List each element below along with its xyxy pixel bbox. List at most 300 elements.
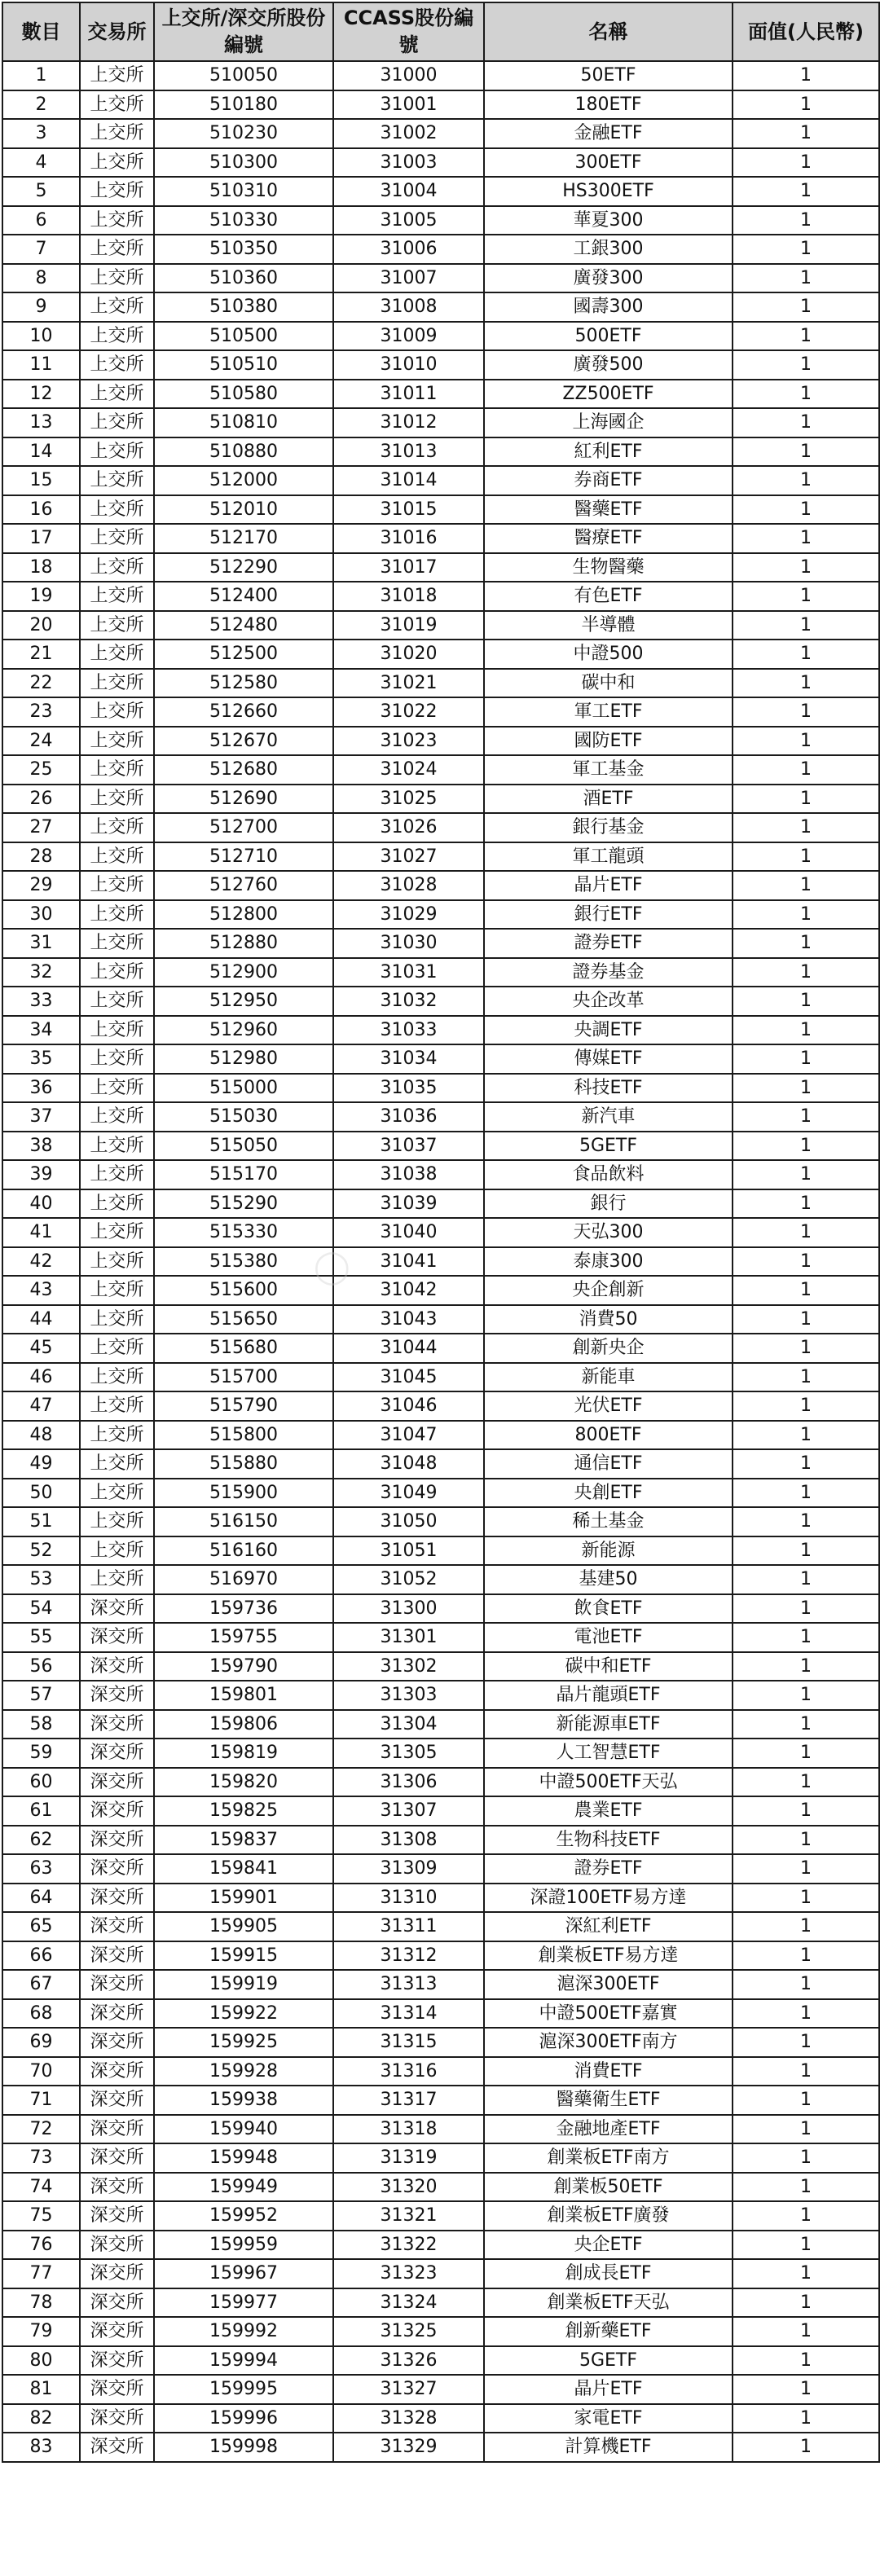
cell-par-value: 1 [733, 1970, 879, 1999]
cell-name: 國壽300 [484, 292, 733, 322]
table-row [2, 1102, 879, 1132]
cell-exchange: 上交所 [80, 1160, 154, 1189]
cell-count: 32 [2, 958, 80, 987]
table-row [2, 2404, 879, 2433]
cell-par-value: 1 [733, 611, 879, 640]
cell-exchange-code: 515880 [154, 1449, 333, 1479]
cell-count: 80 [2, 2346, 80, 2376]
cell-count: 49 [2, 1449, 80, 1479]
cell-ccass-code: 31325 [333, 2317, 484, 2346]
table-row [2, 2028, 879, 2057]
cell-ccass-code: 31328 [333, 2404, 484, 2433]
cell-name: 央企ETF [484, 2231, 733, 2260]
cell-exchange-code: 515050 [154, 1132, 333, 1161]
cell-name: 深證100ETF易方達 [484, 1884, 733, 1913]
cell-name: 人工智慧ETF [484, 1739, 733, 1768]
table-row [2, 1247, 879, 1277]
cell-name: 央調ETF [484, 1016, 733, 1045]
cell-exchange-code: 512960 [154, 1016, 333, 1045]
cell-par-value: 1 [733, 1884, 879, 1913]
cell-ccass-code: 31022 [333, 697, 484, 727]
cell-exchange: 深交所 [80, 2346, 154, 2376]
table-row [2, 2346, 879, 2376]
cell-ccass-code: 31007 [333, 264, 484, 293]
cell-par-value: 1 [733, 1276, 879, 1305]
cell-name: 生物醫藥 [484, 553, 733, 582]
cell-name: 創業板ETF天弘 [484, 2288, 733, 2318]
cell-exchange-code: 512480 [154, 611, 333, 640]
cell-ccass-code: 31300 [333, 1594, 484, 1624]
cell-name: 創業板ETF南方 [484, 2143, 733, 2173]
cell-ccass-code: 31039 [333, 1189, 484, 1219]
cell-count: 31 [2, 929, 80, 958]
cell-exchange: 上交所 [80, 264, 154, 293]
cell-exchange-code: 510510 [154, 350, 333, 380]
cell-exchange-code: 515290 [154, 1189, 333, 1219]
cell-ccass-code: 31021 [333, 669, 484, 698]
cell-exchange: 上交所 [80, 1449, 154, 1479]
cell-ccass-code: 31047 [333, 1421, 484, 1450]
cell-name: 國防ETF [484, 727, 733, 756]
cell-ccass-code: 31001 [333, 90, 484, 120]
table-row [2, 785, 879, 814]
cell-exchange-code: 512170 [154, 524, 333, 553]
cell-ccass-code: 31310 [333, 1884, 484, 1913]
cell-par-value: 1 [733, 582, 879, 611]
cell-par-value: 1 [733, 1363, 879, 1392]
cell-count: 7 [2, 235, 80, 264]
cell-ccass-code: 31317 [333, 2086, 484, 2115]
cell-count: 83 [2, 2433, 80, 2462]
table-row [2, 408, 879, 437]
cell-count: 62 [2, 1826, 80, 1855]
cell-count: 58 [2, 1710, 80, 1739]
table-body [2, 61, 879, 2462]
cell-name: 創業板ETF易方達 [484, 1941, 733, 1971]
cell-count: 16 [2, 495, 80, 525]
cell-name: 軍工基金 [484, 755, 733, 785]
cell-exchange: 上交所 [80, 582, 154, 611]
cell-par-value: 1 [733, 1334, 879, 1363]
cell-name: 生物科技ETF [484, 1826, 733, 1855]
cell-exchange-code: 515900 [154, 1479, 333, 1508]
header-count: 數目 [2, 2, 80, 61]
cell-exchange: 深交所 [80, 2231, 154, 2260]
cell-exchange: 上交所 [80, 148, 154, 178]
cell-ccass-code: 31030 [333, 929, 484, 958]
cell-par-value: 1 [733, 380, 879, 409]
cell-name: 創新央企 [484, 1334, 733, 1363]
cell-par-value: 1 [733, 1074, 879, 1103]
table-row [2, 322, 879, 351]
cell-ccass-code: 31316 [333, 2057, 484, 2086]
cell-exchange: 深交所 [80, 2115, 154, 2144]
table-row [2, 1507, 879, 1536]
cell-exchange: 上交所 [80, 813, 154, 842]
cell-exchange-code: 159977 [154, 2288, 333, 2318]
cell-name: 證券ETF [484, 1854, 733, 1884]
cell-ccass-code: 31043 [333, 1305, 484, 1334]
cell-count: 30 [2, 900, 80, 930]
cell-exchange-code: 515030 [154, 1102, 333, 1132]
cell-exchange-code: 159922 [154, 1999, 333, 2029]
cell-par-value: 1 [733, 119, 879, 148]
cell-ccass-code: 31012 [333, 408, 484, 437]
cell-exchange: 上交所 [80, 177, 154, 206]
table-row [2, 1479, 879, 1508]
cell-par-value: 1 [733, 1189, 879, 1219]
cell-count: 57 [2, 1681, 80, 1710]
cell-exchange-code: 512290 [154, 553, 333, 582]
cell-par-value: 1 [733, 1044, 879, 1074]
cell-ccass-code: 31313 [333, 1970, 484, 1999]
cell-exchange-code: 515000 [154, 1074, 333, 1103]
header-exchange: 交易所 [80, 2, 154, 61]
cell-ccass-code: 31320 [333, 2173, 484, 2202]
cell-count: 21 [2, 640, 80, 669]
table-row [2, 2288, 879, 2318]
cell-name: 農業ETF [484, 1796, 733, 1826]
cell-count: 68 [2, 1999, 80, 2029]
cell-name: 銀行基金 [484, 813, 733, 842]
table-row [2, 1016, 879, 1045]
cell-count: 2 [2, 90, 80, 120]
cell-exchange: 上交所 [80, 871, 154, 900]
cell-par-value: 1 [733, 2086, 879, 2115]
cell-count: 23 [2, 697, 80, 727]
table-row [2, 1218, 879, 1247]
cell-name: 晶片龍頭ETF [484, 1681, 733, 1710]
cell-par-value: 1 [733, 206, 879, 235]
cell-exchange: 上交所 [80, 669, 154, 698]
cell-name: 5GETF [484, 1132, 733, 1161]
cell-exchange: 上交所 [80, 697, 154, 727]
table-row [2, 1970, 879, 1999]
cell-exchange: 上交所 [80, 1421, 154, 1450]
table-row [2, 1132, 879, 1161]
cell-exchange: 上交所 [80, 611, 154, 640]
table-row [2, 264, 879, 293]
cell-count: 28 [2, 842, 80, 872]
cell-ccass-code: 31032 [333, 987, 484, 1016]
cell-count: 24 [2, 727, 80, 756]
cell-name: 上海國企 [484, 408, 733, 437]
cell-exchange-code: 512800 [154, 900, 333, 930]
header-ccass-code: CCASS股份編號 [333, 2, 484, 61]
cell-ccass-code: 31010 [333, 350, 484, 380]
cell-count: 50 [2, 1479, 80, 1508]
cell-ccass-code: 31004 [333, 177, 484, 206]
table-row [2, 755, 879, 785]
cell-exchange-code: 159820 [154, 1768, 333, 1797]
cell-ccass-code: 31327 [333, 2375, 484, 2404]
cell-ccass-code: 31018 [333, 582, 484, 611]
cell-exchange: 深交所 [80, 1623, 154, 1652]
cell-exchange: 深交所 [80, 2143, 154, 2173]
cell-exchange-code: 510880 [154, 437, 333, 467]
cell-count: 34 [2, 1016, 80, 1045]
cell-count: 44 [2, 1305, 80, 1334]
cell-exchange: 上交所 [80, 1391, 154, 1421]
cell-par-value: 1 [733, 235, 879, 264]
watermark-logo: ◯ [314, 1248, 350, 1286]
cell-name: 800ETF [484, 1421, 733, 1450]
table-row [2, 292, 879, 322]
cell-par-value: 1 [733, 90, 879, 120]
cell-exchange-code: 159996 [154, 2404, 333, 2433]
cell-name: 廣發500 [484, 350, 733, 380]
cell-par-value: 1 [733, 2057, 879, 2086]
cell-ccass-code: 31307 [333, 1796, 484, 1826]
cell-count: 78 [2, 2288, 80, 2318]
header-exchange-code: 上交所/深交所股份編號 [154, 2, 333, 61]
cell-exchange-code: 515680 [154, 1334, 333, 1363]
table-row [2, 1854, 879, 1884]
table-row [2, 1652, 879, 1681]
cell-par-value: 1 [733, 1218, 879, 1247]
cell-par-value: 1 [733, 495, 879, 525]
table-row [2, 871, 879, 900]
cell-exchange-code: 510330 [154, 206, 333, 235]
cell-ccass-code: 31049 [333, 1479, 484, 1508]
cell-exchange: 上交所 [80, 1565, 154, 1594]
cell-name: 醫藥衛生ETF [484, 2086, 733, 2115]
cell-exchange-code: 516970 [154, 1565, 333, 1594]
cell-name: 電池ETF [484, 1623, 733, 1652]
cell-ccass-code: 31319 [333, 2143, 484, 2173]
cell-count: 63 [2, 1854, 80, 1884]
cell-par-value: 1 [733, 292, 879, 322]
cell-name: 酒ETF [484, 785, 733, 814]
cell-count: 10 [2, 322, 80, 351]
table-row [2, 437, 879, 467]
cell-par-value: 1 [733, 350, 879, 380]
cell-par-value: 1 [733, 755, 879, 785]
cell-par-value: 1 [733, 1710, 879, 1739]
cell-count: 47 [2, 1391, 80, 1421]
cell-par-value: 1 [733, 669, 879, 698]
cell-ccass-code: 31003 [333, 148, 484, 178]
cell-exchange-code: 512690 [154, 785, 333, 814]
table-row [2, 1363, 879, 1392]
cell-name: 有色ETF [484, 582, 733, 611]
cell-name: 廣發300 [484, 264, 733, 293]
table-row [2, 1305, 879, 1334]
cell-exchange: 上交所 [80, 1479, 154, 1508]
cell-name: 醫療ETF [484, 524, 733, 553]
cell-exchange-code: 159952 [154, 2201, 333, 2231]
cell-count: 41 [2, 1218, 80, 1247]
cell-par-value: 1 [733, 61, 879, 90]
cell-exchange-code: 512000 [154, 466, 333, 495]
cell-count: 46 [2, 1363, 80, 1392]
cell-name: 軍工ETF [484, 697, 733, 727]
cell-par-value: 1 [733, 1565, 879, 1594]
cell-exchange: 上交所 [80, 90, 154, 120]
cell-ccass-code: 31014 [333, 466, 484, 495]
cell-name: 金融地產ETF [484, 2115, 733, 2144]
cell-name: 半導體 [484, 611, 733, 640]
cell-count: 33 [2, 987, 80, 1016]
cell-par-value: 1 [733, 2375, 879, 2404]
cell-ccass-code: 31031 [333, 958, 484, 987]
cell-exchange-code: 159948 [154, 2143, 333, 2173]
cell-ccass-code: 31038 [333, 1160, 484, 1189]
cell-par-value: 1 [733, 1102, 879, 1132]
cell-exchange: 上交所 [80, 1276, 154, 1305]
cell-par-value: 1 [733, 2143, 879, 2173]
cell-ccass-code: 31050 [333, 1507, 484, 1536]
cell-name: 晶片ETF [484, 2375, 733, 2404]
cell-name: 金融ETF [484, 119, 733, 148]
cell-exchange: 上交所 [80, 842, 154, 872]
cell-exchange-code: 159755 [154, 1623, 333, 1652]
cell-ccass-code: 31311 [333, 1912, 484, 1941]
cell-exchange-code: 159959 [154, 2231, 333, 2260]
cell-exchange: 上交所 [80, 900, 154, 930]
cell-name: 紅利ETF [484, 437, 733, 467]
cell-exchange-code: 515600 [154, 1276, 333, 1305]
cell-exchange: 上交所 [80, 987, 154, 1016]
cell-exchange: 深交所 [80, 2057, 154, 2086]
cell-name: 稀土基金 [484, 1507, 733, 1536]
cell-ccass-code: 31308 [333, 1826, 484, 1855]
cell-par-value: 1 [733, 264, 879, 293]
cell-par-value: 1 [733, 1479, 879, 1508]
cell-name: 碳中和 [484, 669, 733, 698]
table-row [2, 1796, 879, 1826]
cell-exchange: 深交所 [80, 1912, 154, 1941]
cell-name: 銀行 [484, 1189, 733, 1219]
cell-name: 中證500 [484, 640, 733, 669]
cell-count: 45 [2, 1334, 80, 1363]
cell-exchange: 上交所 [80, 1305, 154, 1334]
cell-par-value: 1 [733, 437, 879, 467]
table-row [2, 2259, 879, 2288]
cell-exchange-code: 512710 [154, 842, 333, 872]
cell-count: 59 [2, 1739, 80, 1768]
cell-name: 科技ETF [484, 1074, 733, 1103]
cell-ccass-code: 31009 [333, 322, 484, 351]
cell-exchange-code: 512400 [154, 582, 333, 611]
table-row [2, 1536, 879, 1566]
cell-count: 56 [2, 1652, 80, 1681]
table-row [2, 1594, 879, 1624]
cell-ccass-code: 31015 [333, 495, 484, 525]
cell-exchange-code: 159998 [154, 2433, 333, 2462]
cell-ccass-code: 31318 [333, 2115, 484, 2144]
cell-par-value: 1 [733, 553, 879, 582]
cell-count: 79 [2, 2317, 80, 2346]
cell-exchange-code: 510580 [154, 380, 333, 409]
cell-exchange: 上交所 [80, 1536, 154, 1566]
table-row [2, 2143, 879, 2173]
cell-par-value: 1 [733, 1391, 879, 1421]
cell-exchange: 上交所 [80, 1102, 154, 1132]
table-row [2, 582, 879, 611]
cell-count: 22 [2, 669, 80, 698]
table-row [2, 669, 879, 698]
cell-exchange: 上交所 [80, 380, 154, 409]
table-header [2, 2, 879, 61]
table-row [2, 727, 879, 756]
cell-par-value: 1 [733, 1912, 879, 1941]
cell-exchange-code: 159992 [154, 2317, 333, 2346]
cell-name: 碳中和ETF [484, 1652, 733, 1681]
cell-count: 70 [2, 2057, 80, 2086]
document-page [0, 2, 880, 2576]
cell-exchange: 上交所 [80, 1074, 154, 1103]
cell-name: 創成長ETF [484, 2259, 733, 2288]
cell-exchange-code: 159994 [154, 2346, 333, 2376]
cell-name: 家電ETF [484, 2404, 733, 2433]
cell-count: 5 [2, 177, 80, 206]
cell-exchange-code: 512010 [154, 495, 333, 525]
cell-ccass-code: 31029 [333, 900, 484, 930]
cell-count: 17 [2, 524, 80, 553]
table-row [2, 1449, 879, 1479]
table-row [2, 987, 879, 1016]
cell-name: 500ETF [484, 322, 733, 351]
cell-ccass-code: 31034 [333, 1044, 484, 1074]
cell-par-value: 1 [733, 2259, 879, 2288]
cell-count: 71 [2, 2086, 80, 2115]
cell-exchange: 上交所 [80, 1334, 154, 1363]
cell-name: 滬深300ETF南方 [484, 2028, 733, 2057]
cell-name: 泰康300 [484, 1247, 733, 1277]
etf-table [2, 2, 880, 2463]
cell-exchange-code: 159949 [154, 2173, 333, 2202]
cell-exchange-code: 512760 [154, 871, 333, 900]
table-row [2, 1941, 879, 1971]
cell-exchange-code: 512670 [154, 727, 333, 756]
table-row [2, 1044, 879, 1074]
table-row [2, 1999, 879, 2029]
cell-par-value: 1 [733, 1854, 879, 1884]
cell-exchange-code: 159995 [154, 2375, 333, 2404]
cell-ccass-code: 31002 [333, 119, 484, 148]
cell-name: 創新藥ETF [484, 2317, 733, 2346]
cell-exchange-code: 512580 [154, 669, 333, 698]
cell-exchange-code: 159736 [154, 1594, 333, 1624]
cell-ccass-code: 31302 [333, 1652, 484, 1681]
cell-count: 29 [2, 871, 80, 900]
table-row [2, 2173, 879, 2202]
cell-count: 64 [2, 1884, 80, 1913]
cell-count: 15 [2, 466, 80, 495]
cell-ccass-code: 31044 [333, 1334, 484, 1363]
table-row [2, 553, 879, 582]
cell-name: 消費ETF [484, 2057, 733, 2086]
cell-exchange-code: 515170 [154, 1160, 333, 1189]
cell-count: 77 [2, 2259, 80, 2288]
table-row [2, 1074, 879, 1103]
cell-name: 新能源車ETF [484, 1710, 733, 1739]
cell-count: 20 [2, 611, 80, 640]
cell-count: 27 [2, 813, 80, 842]
table-row [2, 2317, 879, 2346]
cell-ccass-code: 31322 [333, 2231, 484, 2260]
cell-par-value: 1 [733, 2404, 879, 2433]
cell-name: 計算機ETF [484, 2433, 733, 2462]
cell-exchange: 上交所 [80, 119, 154, 148]
cell-exchange: 深交所 [80, 1999, 154, 2029]
cell-exchange: 上交所 [80, 1044, 154, 1074]
header-name: 名稱 [484, 2, 733, 61]
cell-exchange: 上交所 [80, 727, 154, 756]
cell-exchange: 深交所 [80, 1652, 154, 1681]
cell-exchange: 深交所 [80, 2433, 154, 2462]
